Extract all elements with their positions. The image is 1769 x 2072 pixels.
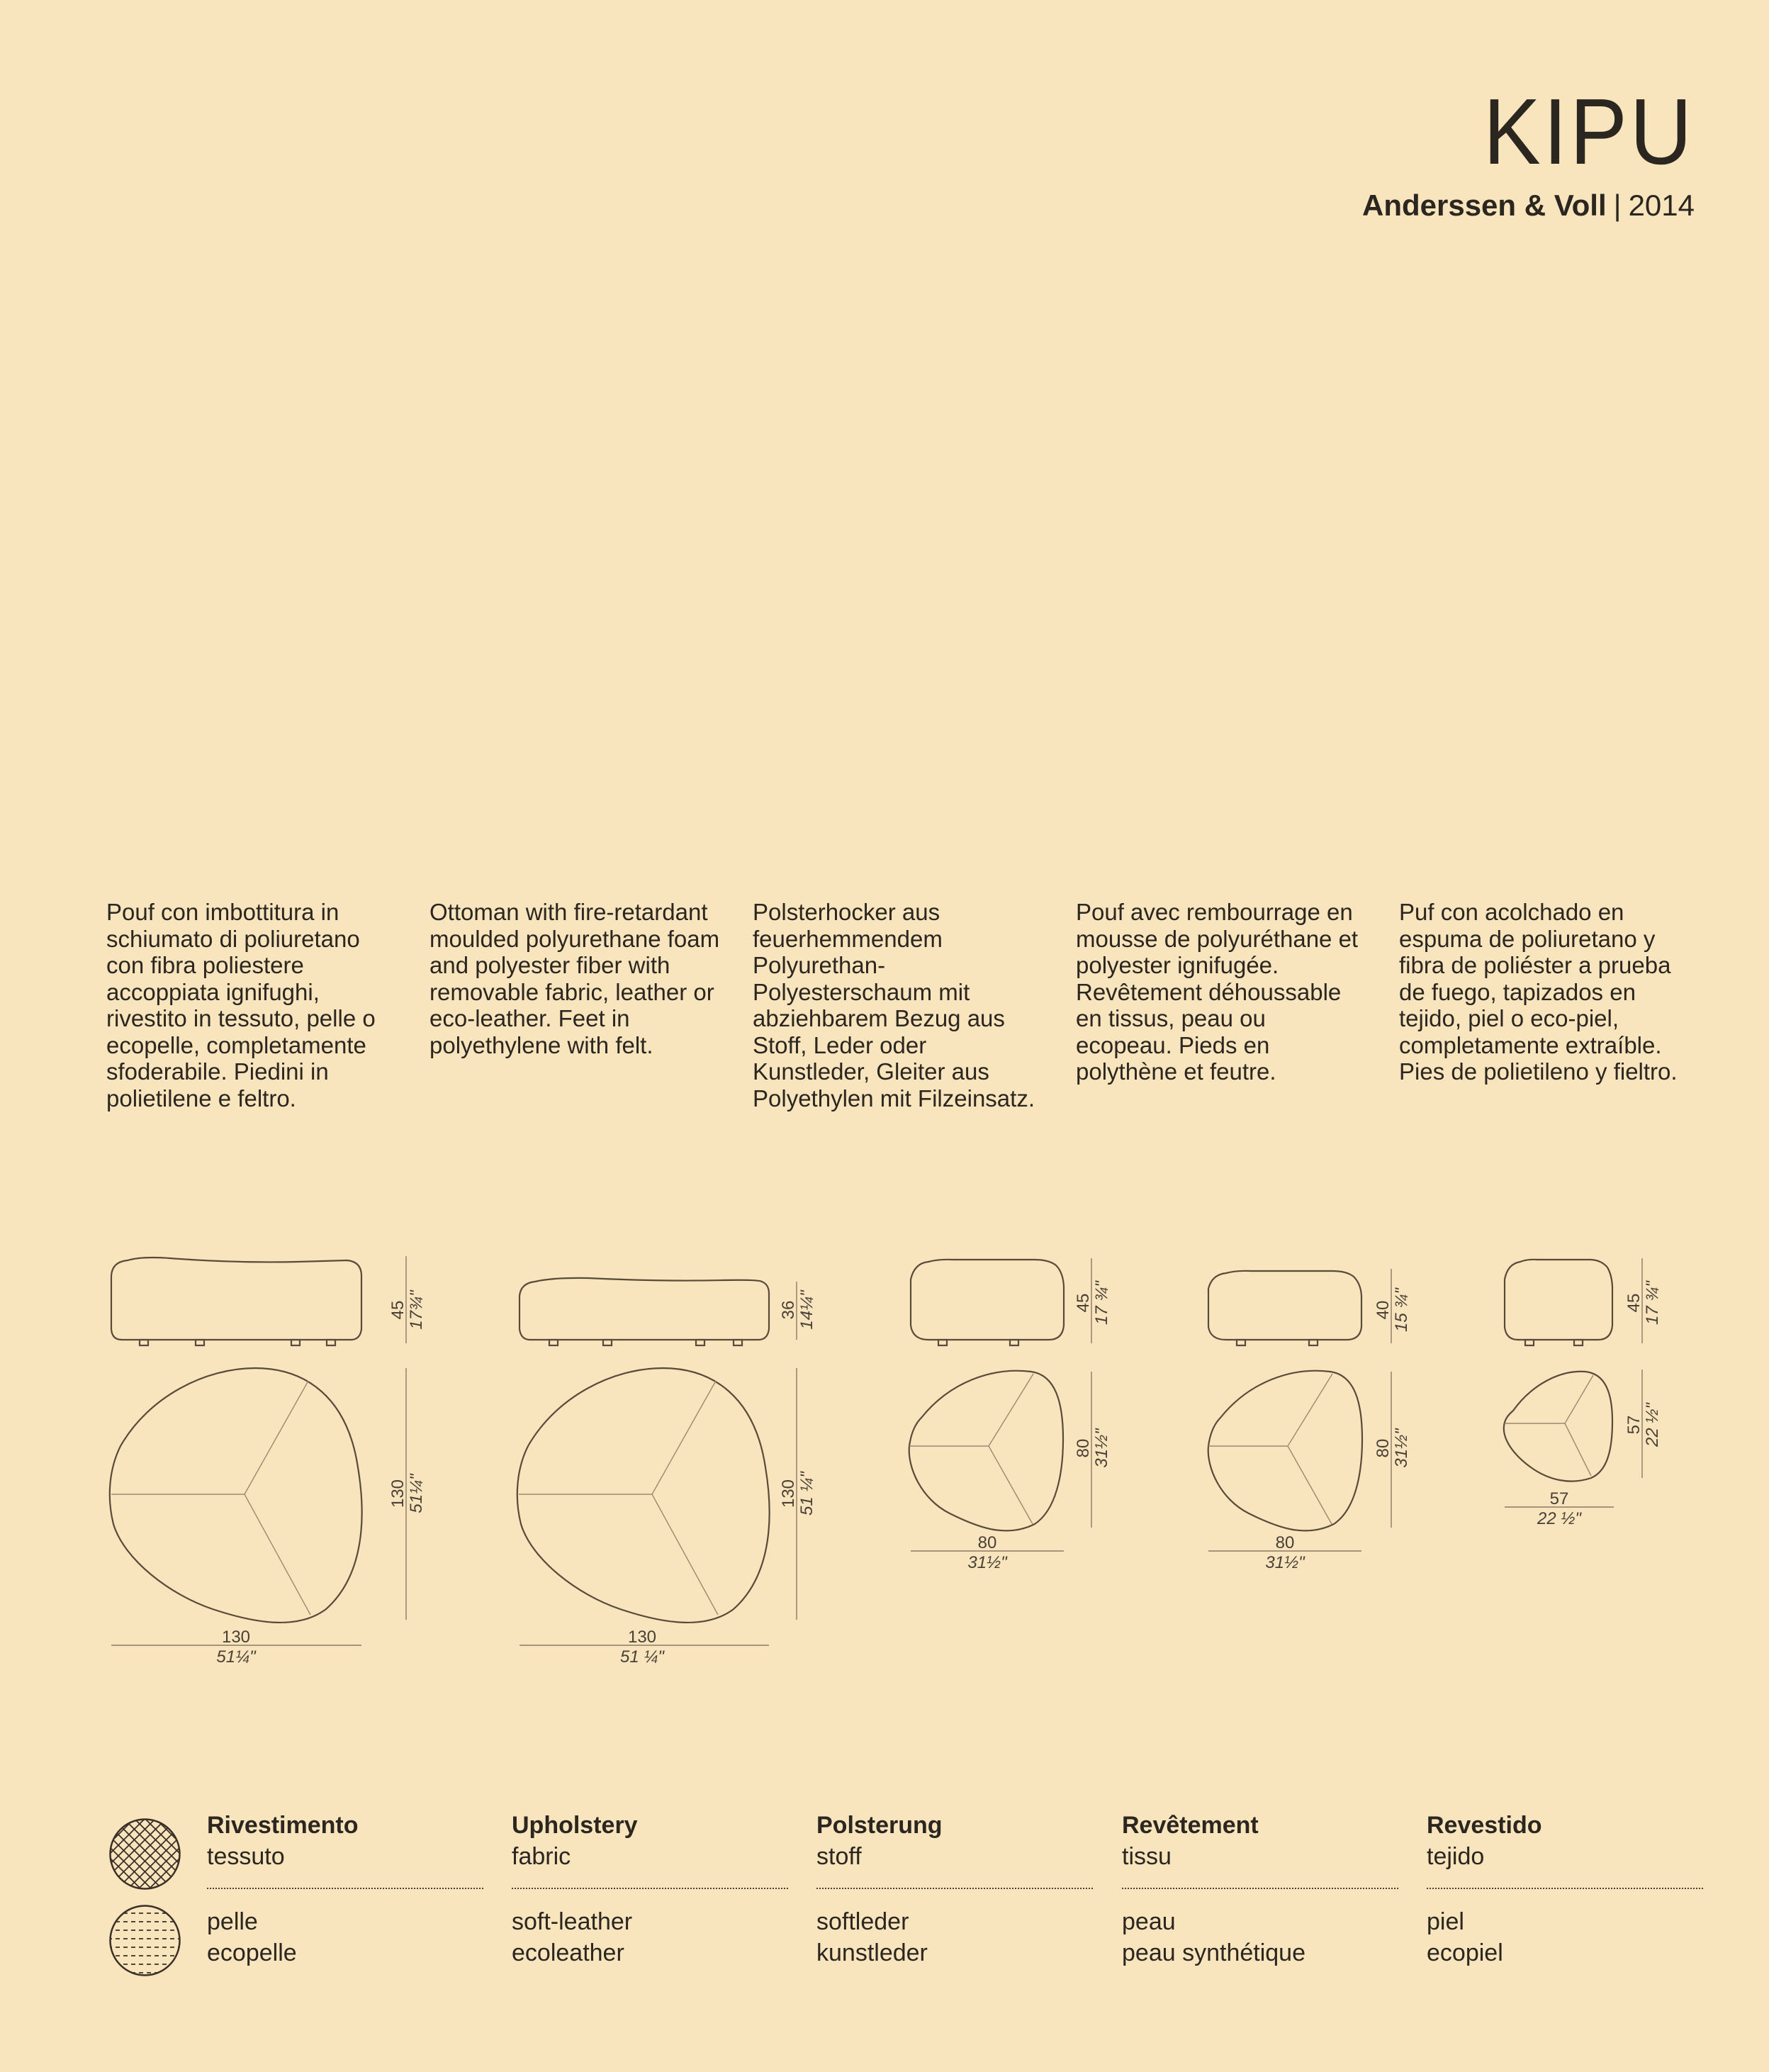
depth-cm: 130 <box>388 1479 408 1508</box>
legend-column-french <box>1122 1810 1413 1969</box>
description-english: Ottoman with fire-retardant moulded polyurethane foam and polyester fiber with removable fabric, leather or eco-leather. Feet in polyethylene with felt. <box>429 899 720 1058</box>
depth-in: 31½" <box>1392 1428 1411 1468</box>
legend-leather: softleder <box>816 1908 909 1935</box>
legend-heading: Polsterung <box>816 1812 943 1839</box>
foot <box>196 1340 204 1345</box>
drawing-kipu-57x45 <box>1504 1258 1662 1528</box>
top-view <box>909 1371 1063 1531</box>
depth-in: 51 ¼" <box>797 1472 816 1516</box>
description-italian: Pouf con imbottitura in schiumato di poliuretano con fibra poliestere accoppiata ignifughi, rivestito in tessuto, pelle o ecopelle, completamente sfoderabile. Piedini in polietilene e feltro. <box>106 899 376 1111</box>
legend-fabric: tejido <box>1427 1843 1485 1870</box>
top-view <box>517 1368 770 1623</box>
legend-fabric: stoff <box>816 1843 862 1870</box>
top-view <box>1504 1372 1612 1482</box>
height-cm: 45 <box>1624 1293 1644 1313</box>
height-in: 14¼" <box>797 1290 816 1330</box>
legend-ecoleather: ecopelle <box>207 1939 297 1966</box>
foot <box>1574 1340 1583 1345</box>
depth-cm: 80 <box>1074 1438 1093 1458</box>
depth-in: 51¼" <box>407 1474 426 1513</box>
legend-column-spanish <box>1427 1810 1717 1969</box>
side-view <box>1208 1271 1361 1340</box>
depth-in: 31½" <box>1092 1428 1111 1468</box>
legend-ecoleather: ecopiel <box>1427 1939 1503 1966</box>
product-title: KIPU <box>1483 79 1695 184</box>
legend-heading: Rivestimento <box>207 1812 359 1839</box>
drawing-kipu-130x36 <box>517 1278 816 1667</box>
top-view <box>1208 1371 1362 1531</box>
designer-name: Anderssen & Voll <box>1362 189 1607 222</box>
foot <box>603 1340 612 1345</box>
legend-ecoleather: peau synthétique <box>1122 1939 1305 1966</box>
height-in: 17 ¾" <box>1092 1281 1111 1325</box>
top-view <box>110 1368 362 1623</box>
width-in: 22 ½" <box>1537 1509 1581 1528</box>
divider <box>1427 1888 1703 1889</box>
legend-column-italian <box>207 1810 498 1969</box>
fabric-crosshatch-icon <box>108 1817 182 1891</box>
description-german: Polsterhocker aus feuerhemmendem Polyurethan-Polyesterschaum mit abziehbarem Bezug aus Stoff, Leder oder Kunstleder, Gleiter aus Polyethylen mit Filzeinsatz. <box>753 899 1035 1111</box>
foot <box>549 1340 558 1345</box>
year: 2014 <box>1628 189 1695 222</box>
foot <box>1309 1340 1318 1345</box>
foot <box>734 1340 742 1345</box>
width-in: 51 ¼" <box>620 1647 664 1667</box>
height-cm: 45 <box>388 1300 408 1320</box>
legend-leather: piel <box>1427 1908 1464 1935</box>
width-cm: 130 <box>221 1628 251 1647</box>
width-cm: 130 <box>627 1628 657 1647</box>
legend-fabric: tessuto <box>207 1843 285 1870</box>
legend-fabric: fabric <box>512 1843 571 1870</box>
legend-ecoleather: kunstleder <box>816 1939 928 1966</box>
legend-heading: Revestido <box>1427 1812 1542 1839</box>
drawing-kipu-80x45 <box>909 1258 1111 1572</box>
depth-cm: 80 <box>1374 1438 1393 1458</box>
width-cm: 80 <box>977 1533 997 1552</box>
legend-leather: soft-leather <box>512 1908 633 1935</box>
height-cm: 36 <box>779 1300 798 1320</box>
foot <box>327 1340 335 1345</box>
height-in: 15 ¾" <box>1392 1288 1411 1332</box>
side-view <box>1505 1260 1612 1340</box>
divider <box>207 1888 483 1889</box>
width-cm: 57 <box>1549 1489 1569 1508</box>
legend-fabric: tissu <box>1122 1843 1172 1870</box>
foot <box>1237 1340 1245 1345</box>
side-view <box>111 1258 361 1340</box>
legend-heading: Revêtement <box>1122 1812 1259 1839</box>
legend-leather: pelle <box>207 1908 258 1935</box>
legend-leather: peau <box>1122 1908 1176 1935</box>
depth-cm: 130 <box>779 1479 798 1508</box>
height-in: 17 ¾" <box>1643 1281 1662 1325</box>
legend-column-english <box>512 1810 802 1969</box>
foot <box>1010 1340 1018 1345</box>
width-in: 31½" <box>1265 1553 1305 1572</box>
foot <box>1525 1340 1534 1345</box>
depth-cm: 57 <box>1624 1415 1644 1435</box>
description-french: Pouf avec rembourrage en mousse de polyuréthane et polyester ignifugée. Revêtement déhoussable en tissus, peau ou ecopeau. Pieds en polythène et feutre. <box>1076 899 1359 1085</box>
height-in: 17¾" <box>407 1290 426 1330</box>
legend-column-german <box>816 1810 1107 1969</box>
height-cm: 45 <box>1074 1293 1093 1313</box>
side-view <box>520 1278 769 1340</box>
legend-heading: Upholstery <box>512 1812 638 1839</box>
width-cm: 80 <box>1275 1533 1295 1552</box>
width-in: 31½" <box>967 1553 1007 1572</box>
separator: | <box>1613 189 1622 222</box>
depth-in: 22 ½" <box>1643 1403 1662 1447</box>
drawing-kipu-130x45 <box>110 1256 426 1667</box>
foot <box>938 1340 947 1345</box>
divider <box>1122 1888 1398 1889</box>
height-cm: 40 <box>1374 1300 1393 1320</box>
divider <box>816 1888 1093 1889</box>
leather-dashed-icon <box>108 1903 182 1978</box>
foot <box>140 1340 148 1345</box>
width-in: 51¼" <box>216 1647 256 1667</box>
drawing-kipu-80x40 <box>1208 1269 1411 1572</box>
divider <box>512 1888 788 1889</box>
foot <box>696 1340 704 1345</box>
description-spanish: Puf con acolchado en espuma de poliuretano y fibra de poliéster a prueba de fuego, tapizados en tejido, piel o eco-piel, completamente extraíble. Pies de polietileno y fieltro. <box>1399 899 1678 1085</box>
side-view <box>911 1260 1064 1340</box>
legend-ecoleather: ecoleather <box>512 1939 624 1966</box>
foot <box>291 1340 300 1345</box>
